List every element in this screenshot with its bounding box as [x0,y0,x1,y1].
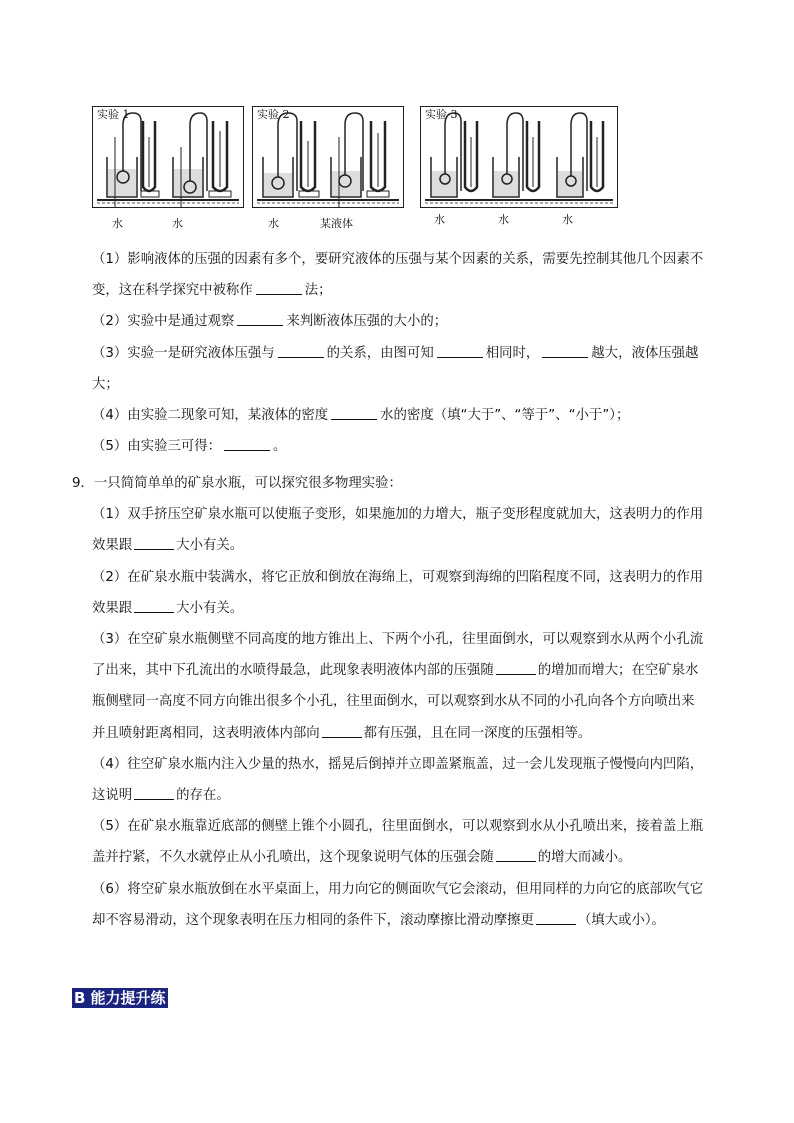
q9-part-3-text-b: 并且喷射距离相同，这表明液体内部向 [92,725,320,741]
q8-part-3-text-c: 相同时， [485,345,540,361]
q9-part-3-line-1: （3）在空矿泉水瓶侧壁不同高度的地方锥出上、下两个小孔，往里面倒水，可以观察到水从两个小孔流 [92,632,704,648]
q8-part-3-line-2: 大； [92,376,119,392]
experiment-3-apparatus [421,107,617,207]
q8-part-1-line-1: （1）影响液体的压强的因素有多个，要研究液体的压强与某个因素的关系，需要先控制其他几个因素不 [92,252,704,267]
q8-part-3-text-b: 的关系，由图可知 [326,345,434,361]
q8-part-5-text: （5）由实验三可得： [92,439,222,455]
q9-part-2-text: 效果跟 [92,600,133,616]
q8-part-2-text: （2）实验中是通过观察 [92,314,235,330]
section-heading [72,988,168,1008]
q9-part-2-line-2 [72,593,724,624]
answer-blank[interactable] [437,345,483,358]
experiment-1-title: 实验 1 [97,108,130,121]
experiment-2-apparatus [253,107,403,207]
experiment-3-title: 实验 3 [425,108,458,121]
q9-part-4-text: 这说明 [92,788,133,804]
q9-part-2-suffix: 大小有关。 [176,600,244,616]
q8-part-3-text-d: 越大，液体压强越 [591,345,699,361]
section-title: 能力提升练 [90,989,166,1007]
q8-part-5-suffix: 。 [273,439,287,455]
experiment-2-caption-1: 水 [268,217,279,230]
q9-part-5-line-2 [72,842,724,873]
q8-part-5 [72,431,724,462]
q9-stem: 9．一只简简单单的矿泉水瓶，可以探究很多物理实验： [72,476,402,491]
q9-part-3-suffix: 的增加而增大；在空矿泉水 [537,663,699,679]
q8-part-1-line-2 [72,275,724,306]
q8-part-2 [72,306,724,337]
q9-part-3-text: 了出来，其中下孔流出的水喷得最急，此现象表明液体内部的压强随 [92,663,494,679]
section-letter: B [74,989,86,1007]
experiment-3-caption-3: 水 [562,213,573,226]
q9-part-2-line-1: （2）在矿泉水瓶中装满水，将它正放和倒放在海绵上，可观察到海绵的凹陷程度不同，这表明力的作用 [92,569,704,585]
question-9 [72,468,724,936]
q8-part-3-line-1 [72,338,724,369]
experiment-2-panel [252,106,404,208]
answer-blank[interactable] [256,282,302,295]
question-8-parts [72,244,724,462]
q9-part-4-line-1: （4）往空矿泉水瓶内注入少量的热水，摇晃后倒掉并立即盖紧瓶盖，过一会儿发现瓶子慢慢向内凹陷， [92,756,704,772]
q9-part-5-line-1: （5）在矿泉水瓶靠近底部的侧壁上锥个小圆孔，往里面倒水，可以观察到水从小孔喷出来，接着盖上瓶 [92,819,704,835]
experiment-2-caption-2: 某液体 [320,217,353,230]
q8-part-4 [72,400,724,431]
answer-blank[interactable] [134,600,174,613]
q9-part-1-suffix: 大小有关。 [176,538,244,554]
q8-part-4-text: （4）由实验二现象可知，某液体的密度 [92,408,329,424]
q9-part-1-text: 效果跟 [92,538,133,554]
answer-blank[interactable] [496,662,536,675]
q9-part-6-line-1: （6）将空矿泉水瓶放倒在水平桌面上，用力向它的侧面吹气它会滚动，但用同样的力向它的底部吹气它 [92,881,704,897]
experiment-3-caption-1: 水 [434,213,445,226]
q9-part-3-line-4 [72,718,724,749]
answer-blank[interactable] [331,407,377,420]
q9-part-4-suffix: 的存在。 [176,788,230,804]
experiment-figure [92,106,622,234]
q8-part-1-suffix: 法； [304,283,332,299]
experiment-3-caption-2: 水 [498,213,509,226]
answer-blank[interactable] [278,345,324,358]
experiment-1-panel [92,106,244,208]
experiment-1-caption-1: 水 [112,217,123,230]
q9-part-3-suffix-b: 都有压强，且在同一深度的压强相等。 [363,725,592,741]
answer-blank[interactable] [496,849,536,862]
answer-blank[interactable] [134,537,174,550]
answer-blank[interactable] [322,725,362,738]
q9-part-1-line-2 [72,530,724,561]
answer-blank[interactable] [224,438,270,451]
q9-part-6-text: 却不容易滑动，这个现象表明在压力相同的条件下，滚动摩擦比滑动摩擦更 [92,912,534,928]
answer-blank[interactable] [536,912,576,925]
answer-blank[interactable] [542,345,588,358]
q8-part-2-suffix: 来判断液体压强的大小的； [286,314,448,330]
q9-part-3-line-3: 瓶侧壁同一高度不同方向锥出很多个小孔，往里面倒水，可以观察到水从不同的小孔向各个方向喷出来 [92,694,695,710]
q9-part-3-line-2 [72,655,724,686]
q9-part-6-suffix: （填大或小）。 [577,912,665,928]
experiment-2-title: 实验 2 [257,108,290,121]
q9-part-5-text: 盖并拧紧，不久水就停止从小孔喷出，这个现象说明气体的压强会随 [92,850,494,866]
q9-part-5-suffix: 的增大而减小。 [537,850,632,866]
q8-part-3-text-a: （3）实验一是研究液体压强与 [92,345,275,361]
q8-part-4-suffix: 水的密度（填“大于”、“等于”、“小于”）； [380,408,630,424]
answer-blank[interactable] [134,787,174,800]
experiment-3-panel [420,106,618,208]
q9-part-1-line-1: （1）双手挤压空矿泉水瓶可以使瓶子变形，如果施加的力增大，瓶子变形程度就加大，这表明力的作用 [92,507,704,523]
q9-part-6-line-2 [72,905,724,936]
experiment-1-caption-2: 水 [172,217,183,230]
experiment-1-apparatus [93,107,243,207]
q9-part-4-line-2 [72,780,724,811]
q8-part-1-text: 变，这在科学探究中被称作 [92,283,253,299]
answer-blank[interactable] [237,313,283,326]
